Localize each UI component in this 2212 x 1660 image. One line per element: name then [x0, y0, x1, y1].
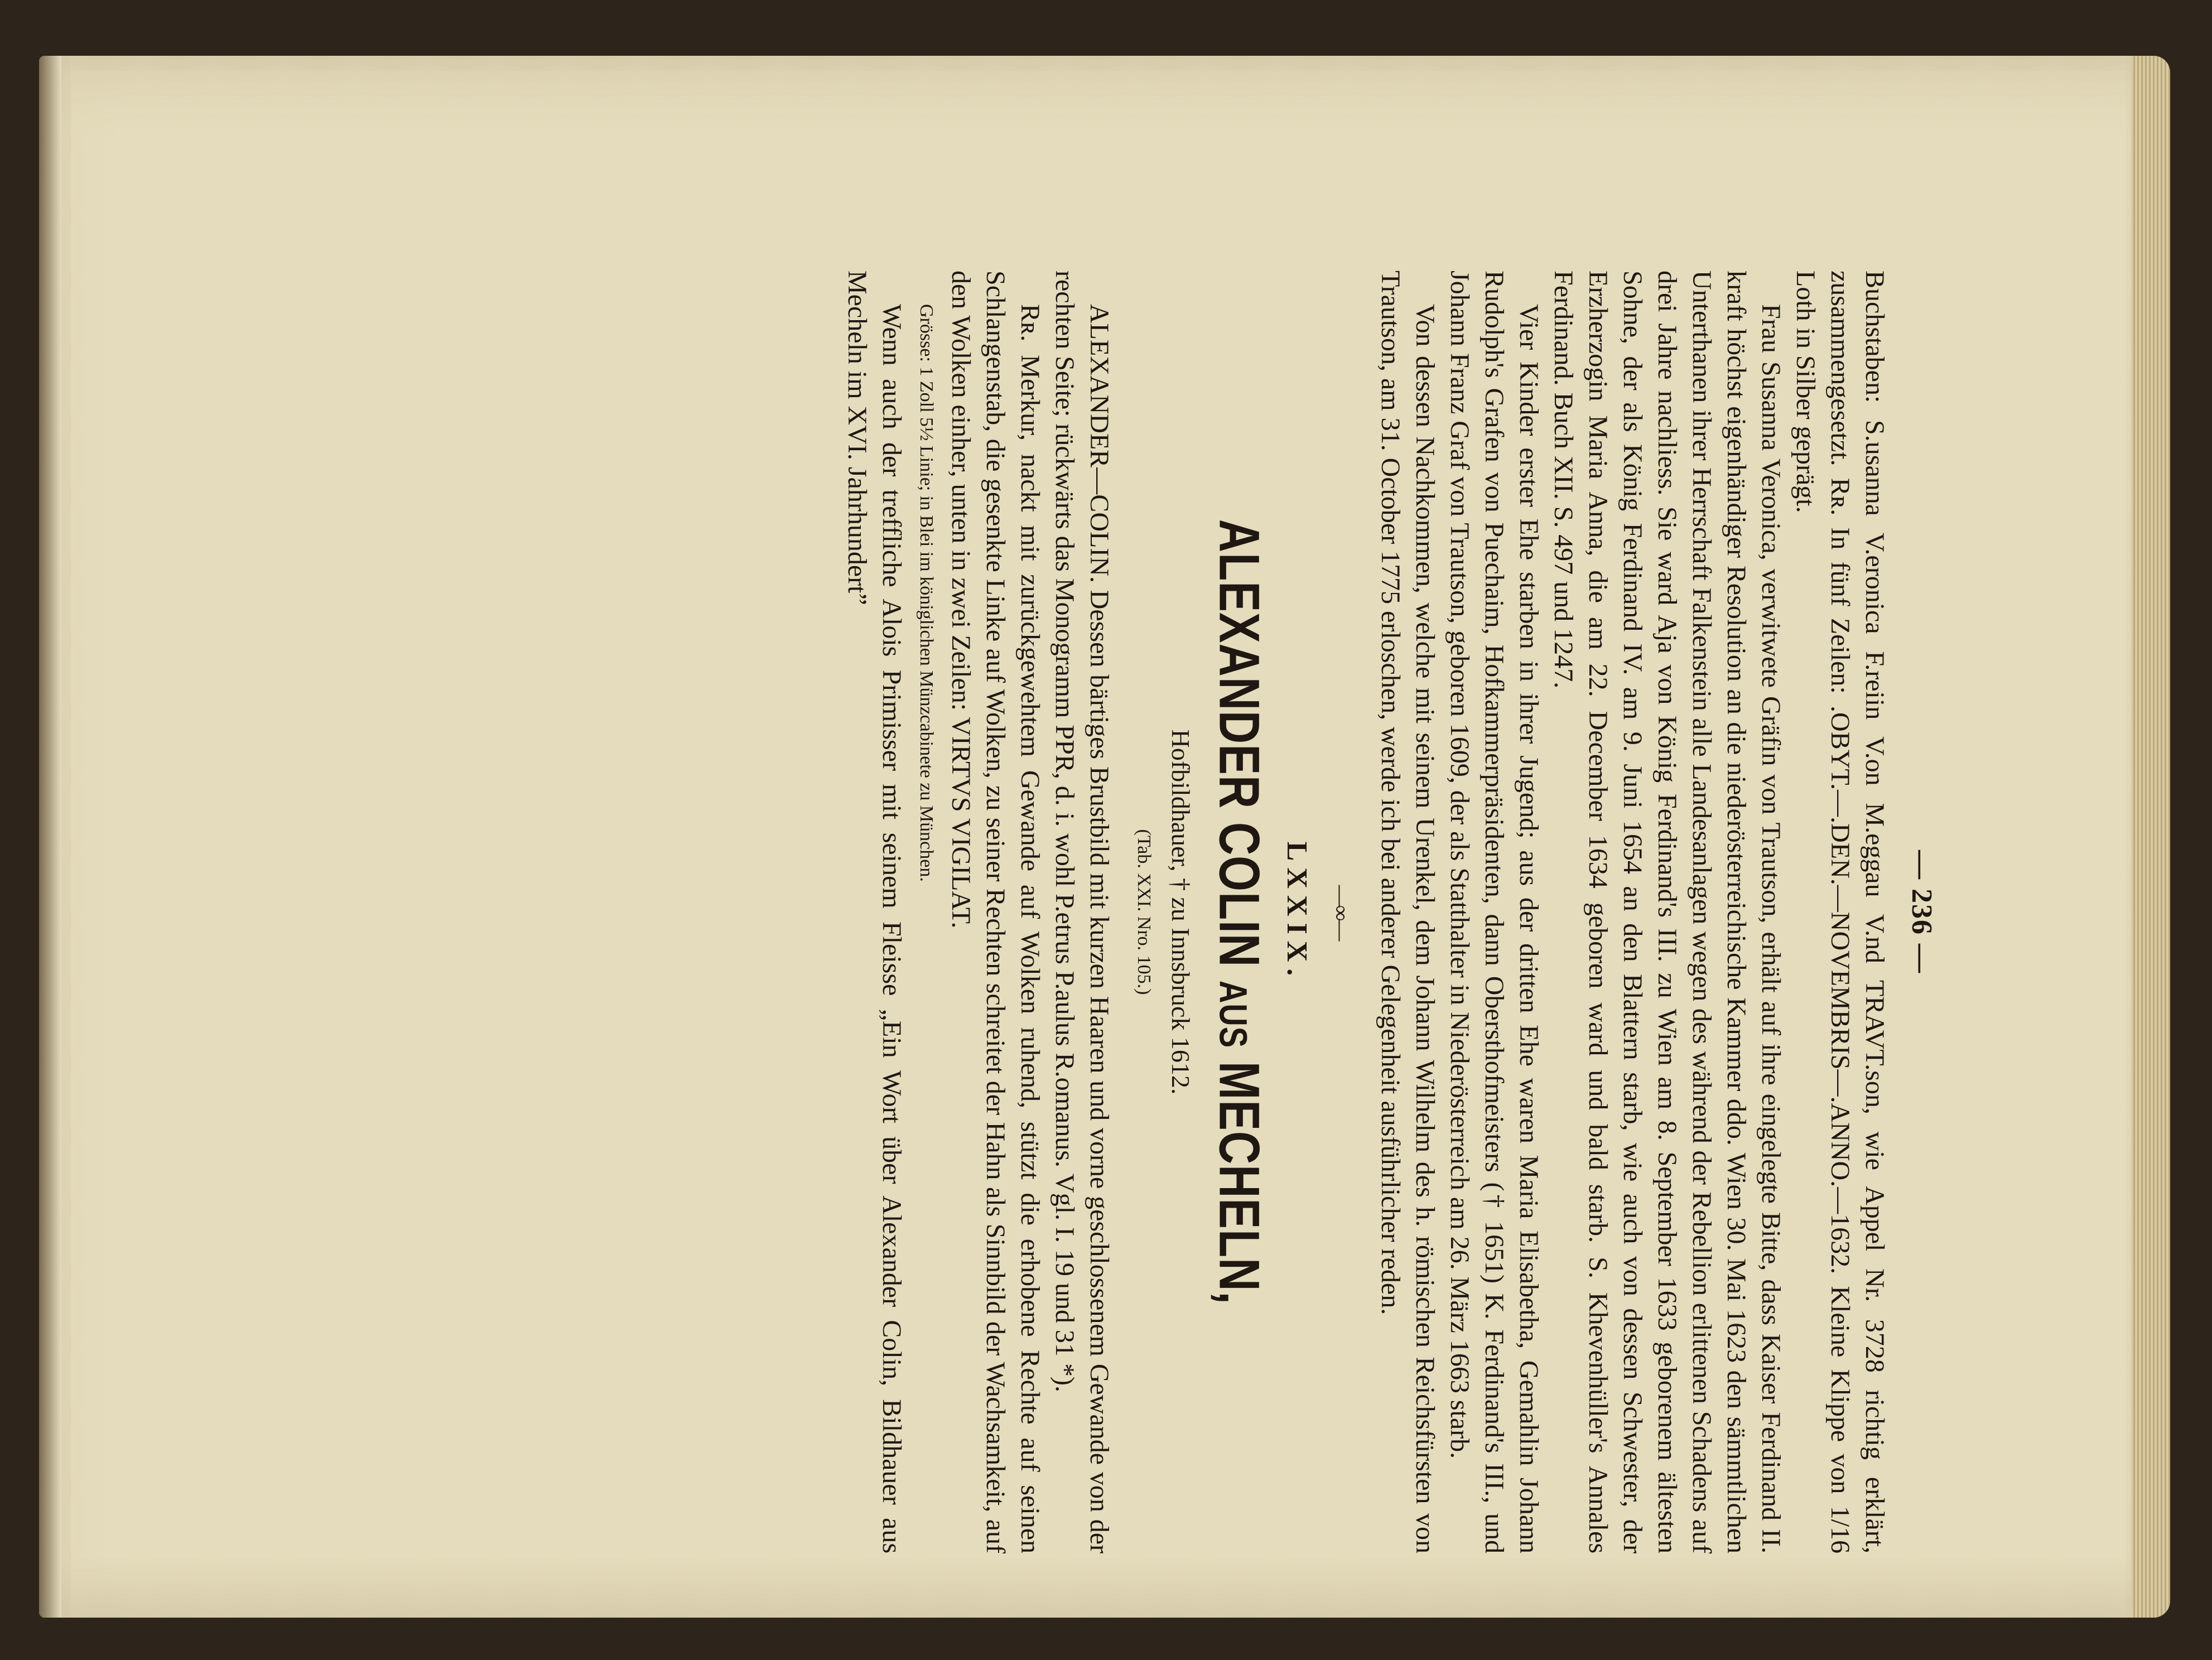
table-reference: (Tab. XXI. Nro. 105.): [1134, 829, 1154, 995]
rotated-text-column: [399, 271, 1939, 1553]
page-gutter: [39, 56, 61, 1618]
heading-name: ALEXANDER COLIN: [1207, 519, 1271, 968]
ornament-divider: —∞—: [1329, 885, 1354, 939]
section-heading: [1198, 271, 1274, 1553]
paragraph-2: Frau Susanna Veronica, verwitwete Gräfin von Trautson, erhält auf ihre eingelegte Bitte, dass Kaiser Ferdinand II. kraft höchst eigenhändiger Resolution an die niederösterreichische Kammer ddo. Wien 30. Mai 1623 den sämmtlichen Unterthanen ihrer Herrschaft Falkenstein alle Landesanlagen wegen des während der Rebellion erlittenen Schadens auf drei Jahre nachliess. Sie ward Aja von König Ferdinand's III. zu Wien am 8. September 1633 geborenem ältesten Sohne, der als König Ferdinand IV. am 9. Juni 1654 an den Blattern starb, wie auch von dessen Schwester, der Erzherzogin Maria Anna, die am 22. December 1634 geboren ward und bald starb. S. Khevenhüller's Annales Ferdinand. Buch XII. S. 497 und 1247.: [1549, 271, 1786, 1553]
paragraph-8: Wenn auch der treffliche Alois Primisser mit seinem Fleisse „Ein Wort über Alexander Colin, Bildhauer aus Mecheln im XVI. Jahrhundert”: [842, 271, 907, 1553]
section-subheading: Hofbildhauer, † zu Innsbruck 1612.: [1167, 729, 1195, 1095]
heading-aus: AUS: [1211, 980, 1255, 1049]
heading-place: MECHELN,: [1207, 1061, 1271, 1305]
section-number: LXXIX.: [1281, 841, 1313, 983]
page-edges: [2131, 56, 2170, 1618]
paragraph-6: Rʀ. Merkur, nackt mit zurückgewehtem Gewande auf Wolken ruhend, stützt die erhobene Rechte auf seinen Schlangenstab, die gesenkte Linke auf Wolken, zu seiner Rechten schreitet der Hahn als Sinnbild der Wachsamkeit, auf den Wolken einher, unten in zwei Zeilen: VIRTVS VIGILAT.: [946, 271, 1045, 1553]
book-page: [39, 56, 2170, 1618]
page-number: — 236 —: [1906, 850, 1938, 974]
paragraph-1: Buchstaben: S.usanna V.eronica F.reiin V.on M.eggau V.nd TRAVT.son, wie Appel Nr. 3728 richtig erklärt, zusammengesetzt. Rʀ. In fünf Zeilen: .OBYT.—.DEN.—NOVEMBRIS—.ANNO.—1632. Kleine Klippe von 1/16 Loth in Silber geprägt.: [1791, 271, 1890, 1553]
paragraph-4: Von dessen Nachkommen, welche mit seinem Urenkel, dem Johann Wilhelm des h. römischen Reichsfürsten von Trautson, am 31. October 1775 erloschen, werde ich bei anderer Gelegenheit ausführlicher reden.: [1376, 271, 1440, 1553]
page-content: [399, 271, 1939, 1553]
paragraph-5: ALEXANDER—COLIN. Dessen bärtiges Brustbild mit kurzen Haaren und vorne geschlossenem Gewande von der rechten Seite; rückwärts das Monogramm PPR, d. i. wohl P.etrus P.aulus R.omanus. Vgl. I. 19 und 31 *).: [1050, 271, 1114, 1553]
paragraph-3: Vier Kinder erster Ehe starben in ihrer Jugend; aus der dritten Ehe waren Maria Elisabetha, Gemahlin Johann Rudolph's Grafen von Puechaim, Hofkammerpräsidenten, dann Obersthofmeisters († 1651) K. Ferdinand's III., und Johann Franz Graf von Trautson, geboren 1609, der als Statthalter in Niederösterreich am 26. März 1663 starb.: [1445, 271, 1544, 1553]
paragraph-size-note: Grösse: 1 Zoll 5½ Linie; in Blei im königlichen Münzcabinete zu München.: [916, 304, 937, 882]
